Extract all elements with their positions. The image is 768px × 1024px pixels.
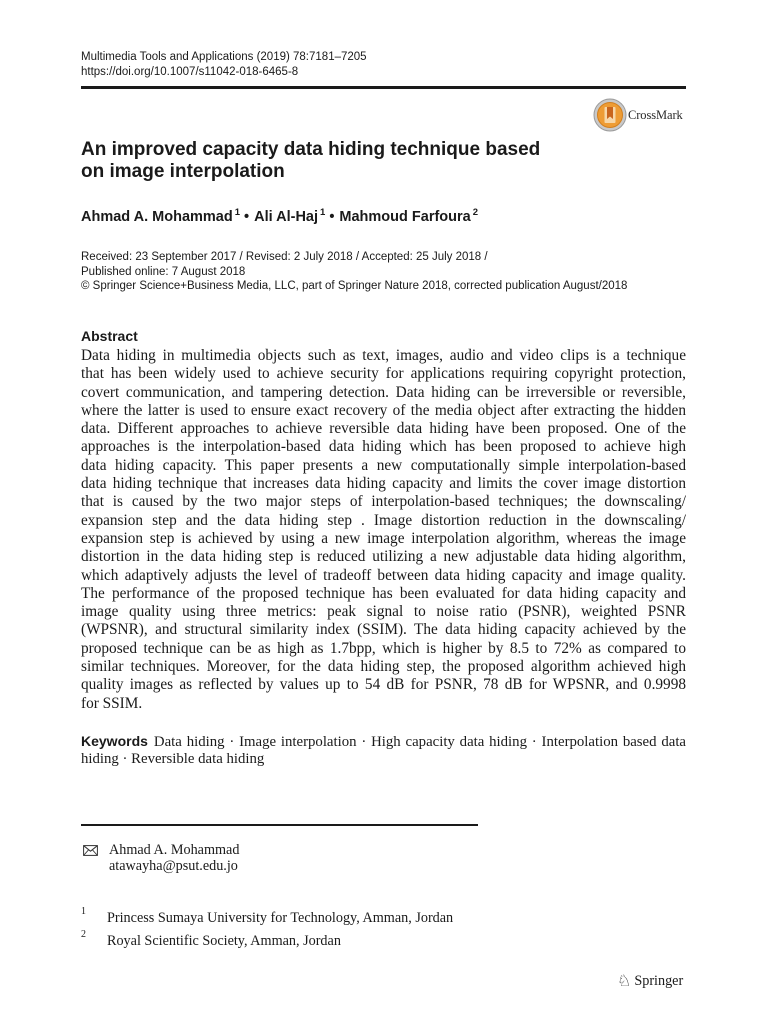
abstract-line: (WPSNR), and structural similarity index (SSIM). The data hiding capacity achieved by the: [81, 621, 686, 639]
abstract-line: that has been widely used to achieve security for applications requiring copyright protection,: [81, 365, 686, 383]
abstract-line: quality images as reflected by values up to 54 dB for PSNR, 78 dB for WPSNR, and 0.9998: [81, 676, 686, 694]
abstract-line: that is caused by the two major steps of interpolation-based techniques; the downscaling/: [81, 493, 686, 511]
author-separator: •: [329, 209, 335, 225]
doi-link[interactable]: https://doi.org/10.1007/s11042-018-6465-8: [81, 66, 299, 78]
keywords-text: hiding · Reversible data hiding: [81, 751, 265, 768]
crossmark-icon: [593, 98, 627, 132]
keywords-line: [81, 732, 686, 750]
author-name: Mahmoud Farfoura: [339, 209, 471, 225]
affiliation-text: Royal Scientific Society, Amman, Jordan: [107, 933, 341, 949]
footnote-rule: [81, 824, 478, 826]
author-name: Ahmad A. Mohammad: [81, 209, 233, 225]
crossmark-label: CrossMark: [628, 107, 683, 122]
abstract-line: for SSIM.: [81, 694, 143, 712]
affiliation-number: 1: [81, 906, 86, 917]
title-line: An improved capacity data hiding technique based: [81, 139, 541, 160]
paper-title: [81, 139, 540, 183]
author-separator: •: [244, 209, 250, 225]
journal-citation: Multimedia Tools and Applications (2019) 78:7181–7205: [81, 51, 367, 63]
abstract-line: data hiding capacity. This paper presents a new computationally simple interpolation-based: [81, 456, 686, 474]
abstract-line: proposed technique can be as high as 1.7bpp, which is higher by 8.5 to 72% as compared to: [81, 639, 686, 657]
abstract-line: expansion step and the data hiding step . Image distortion reduction in the downscaling/: [81, 511, 686, 529]
abstract-line: distortion in the data hiding step is reduced utilizing a new adjustable data hiding algorithm,: [81, 548, 686, 566]
publication-history: [81, 250, 627, 294]
abstract-line: The performance of the proposed technique has been evaluated for data hiding capacity and: [81, 584, 686, 602]
crossmark-button[interactable]: [593, 98, 683, 132]
keywords-line: [81, 750, 686, 768]
abstract-line: Data hiding in multimedia objects such as text, images, audio and video clips is a technique: [81, 347, 686, 364]
abstract-body: [81, 347, 686, 713]
springer-horse-icon: ♘: [617, 971, 632, 990]
corresponding-author-email[interactable]: atawayha@psut.edu.jo: [109, 858, 238, 874]
keywords-label: Keywords: [81, 733, 148, 749]
abstract-line: expansion step is achieved by using a new image interpolation algorithm, whereas the image: [81, 529, 686, 547]
publisher-name: Springer: [634, 973, 684, 989]
corresponding-author: [109, 842, 239, 874]
history-dates: Received: 23 September 2017 / Revised: 2 July 2018 / Accepted: 25 July 2018 /: [81, 251, 488, 263]
title-line: on image interpolation: [81, 161, 285, 182]
affiliation-number: 2: [81, 929, 86, 940]
journal-header: [81, 50, 367, 80]
keywords-text: Data hiding · Image interpolation · High capacity data hiding · Interpolation based data: [153, 734, 686, 750]
envelope-icon: [83, 845, 98, 856]
affiliation-marker: 1: [320, 207, 326, 218]
copyright-notice: © Springer Science+Business Media, LLC, part of Springer Nature 2018, corrected publication August/2018: [81, 280, 628, 292]
affiliation-marker: 2: [472, 207, 479, 218]
abstract-line: data. Different approaches to achieve reversible data hiding have been proposed. One of the: [81, 420, 686, 438]
abstract-line: approaches is the interpolation-based data hiding which has been proposed to achieve high: [81, 438, 686, 456]
affiliation-text: Princess Sumaya University for Technology, Amman, Jordan: [107, 910, 454, 926]
abstract-line: data hiding technique that increases data hiding capacity and limits the cover image distortion: [81, 475, 686, 493]
abstract-line: which adaptively adjusts the level of tradeoff between data hiding capacity and image quality.: [81, 566, 686, 584]
author-name: Ali Al-Haj: [254, 209, 319, 225]
abstract-heading: Abstract: [81, 328, 138, 344]
abstract-line: similar techniques. Moreover, for the data hiding step, the proposed algorithm achieved high: [81, 658, 686, 676]
abstract-line: image quality using three metrics: peak signal to noise ratio (PSNR), weighted PSNR: [81, 603, 686, 621]
history-published: Published online: 7 August 2018: [81, 265, 246, 278]
keywords: [81, 732, 686, 769]
author-list: [81, 208, 478, 226]
abstract-line: where the latter is used to ensure exact recovery of the media object after extracting the hidden: [81, 401, 686, 419]
abstract-line: covert communication, and tampering detection. Data hiding can be irreversible or reversible,: [81, 383, 686, 401]
header-rule: [81, 86, 686, 89]
affiliation-marker: 1: [234, 207, 241, 218]
publisher-logo: [617, 971, 683, 991]
corresponding-author-name: Ahmad A. Mohammad: [109, 842, 240, 858]
